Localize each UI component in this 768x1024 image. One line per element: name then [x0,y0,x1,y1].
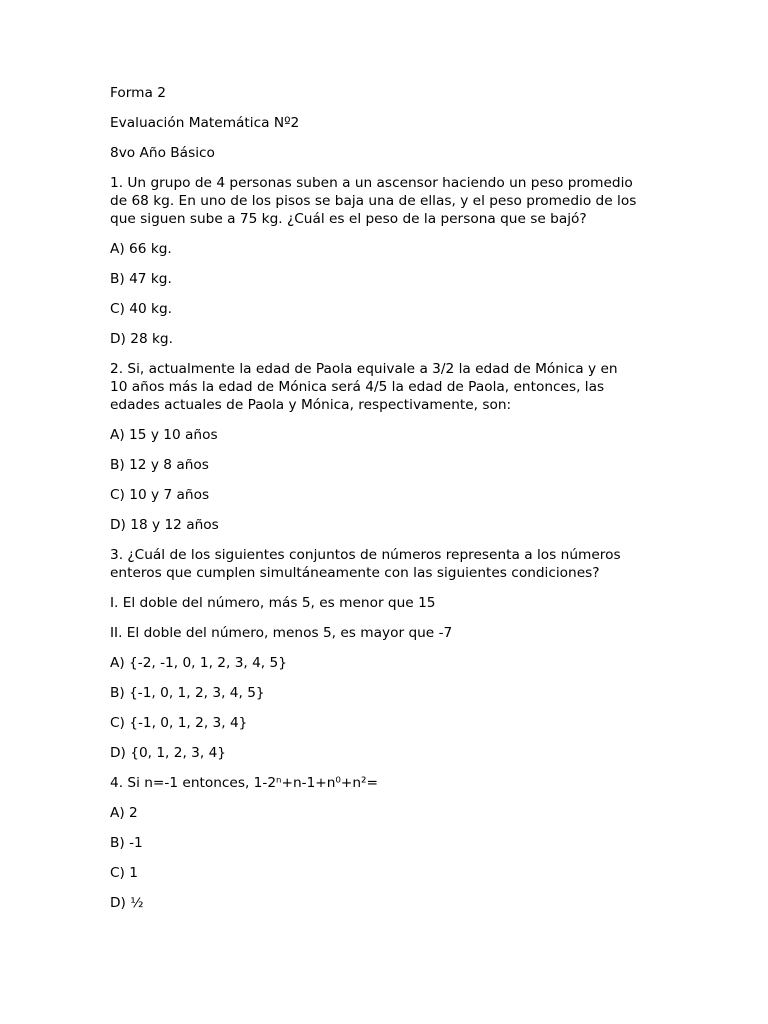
form-label: Forma 2 [110,85,166,101]
question-2-line-3: edades actuales de Paola y Mónica, respectivamente, son: [110,397,512,413]
question-2-line-2: 10 años más la edad de Mónica será 4/5 la edad de Paola, entonces, las [110,379,605,395]
question-2 [110,360,662,414]
question-4-option-d: D) ½ [110,895,144,911]
question-2-option-a: A) 15 y 10 años [110,427,218,443]
document-body [110,84,662,924]
question-3-option-d: D) {0, 1, 2, 3, 4} [110,745,226,761]
question-1-option-a: A) 66 kg. [110,241,172,257]
question-3 [110,546,662,582]
question-3-option-b: B) {-1, 0, 1, 2, 3, 4, 5} [110,685,265,701]
question-2-option-b: B) 12 y 8 años [110,457,209,473]
question-4-option-a: A) 2 [110,805,138,821]
question-4-option-b: B) -1 [110,835,143,851]
grade-label: 8vo Año Básico [110,145,215,161]
question-2-option-d: D) 18 y 12 años [110,517,219,533]
question-1-option-b: B) 47 kg. [110,271,172,287]
question-3-condition-2: II. El doble del número, menos 5, es mayor que -7 [110,625,453,641]
question-1-line-1: 1. Un grupo de 4 personas suben a un ascensor haciendo un peso promedio [110,175,633,191]
question-3-line-1: 3. ¿Cuál de los siguientes conjuntos de números representa a los números [110,547,621,563]
question-3-condition-1: I. El doble del número, más 5, es menor que 15 [110,595,436,611]
question-2-line-1: 2. Si, actualmente la edad de Paola equivale a 3/2 la edad de Mónica y en [110,361,618,377]
question-3-line-2: enteros que cumplen simultáneamente con las siguientes condiciones? [110,565,600,581]
question-4: 4. Si n=-1 entonces, 1-2ⁿ+n-1+n⁰+n²= [110,775,379,791]
question-2-option-c: C) 10 y 7 años [110,487,210,503]
question-3-option-a: A) {-2, -1, 0, 1, 2, 3, 4, 5} [110,655,287,671]
exam-title: Evaluación Matemática Nº2 [110,115,300,131]
question-4-option-c: C) 1 [110,865,138,881]
question-1-line-2: de 68 kg. En uno de los pisos se baja una de ellas, y el peso promedio de los [110,193,637,209]
question-1-option-d: D) 28 kg. [110,331,173,347]
question-1 [110,174,662,228]
question-3-option-c: C) {-1, 0, 1, 2, 3, 4} [110,715,248,731]
question-1-option-c: C) 40 kg. [110,301,172,317]
question-1-line-3: que siguen sube a 75 kg. ¿Cuál es el peso de la persona que se bajó? [110,211,587,227]
